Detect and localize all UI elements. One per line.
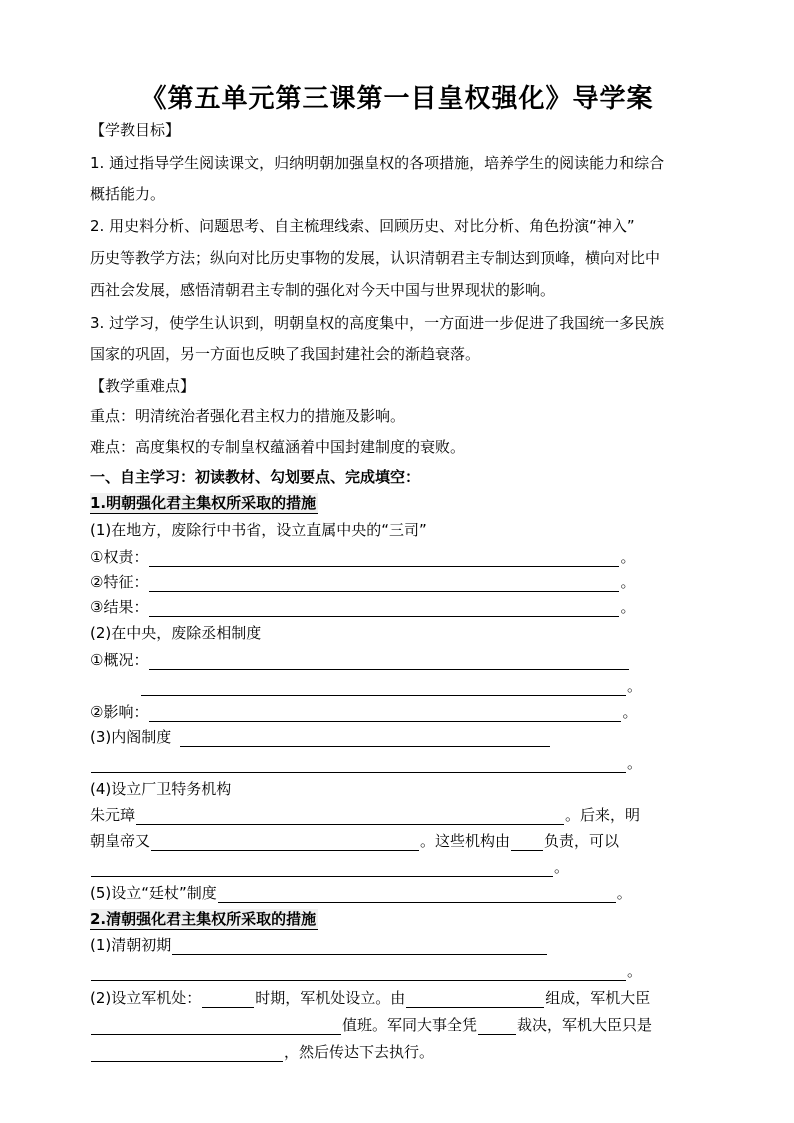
s1-2-a-row [90, 650, 630, 670]
blank-field[interactable] [511, 834, 543, 851]
blank-field[interactable] [91, 964, 626, 981]
goal-2-line-1: 2. 用史料分析、问题思考、自主梳理线索、回顾历史、对比分析、角色扮演“神入” [90, 217, 635, 235]
s2-2-a-row [90, 988, 650, 1008]
goals-heading: 【学教目标】 [90, 121, 181, 139]
s1-2-b-row [90, 702, 637, 722]
s1-5-label: (5)设立“廷杖”制度 [90, 884, 217, 902]
period: 。 [620, 573, 636, 591]
s2-2-a3: 组成，军机大臣 [545, 989, 651, 1007]
period: 。 [627, 962, 643, 980]
blank-field[interactable] [91, 756, 626, 773]
blank-field[interactable] [136, 808, 564, 825]
blank-field[interactable] [478, 1018, 516, 1035]
goal-3-line-1: 3. 过学习，使学生认识到，明朝皇权的高度集中，一方面进一步促进了我国统一多民族 [90, 314, 665, 332]
blank-field[interactable] [149, 653, 629, 670]
blank-field[interactable] [91, 1045, 283, 1062]
section-2-heading: 2.清朝强化君主集权所采取的措施 [90, 910, 317, 928]
s2-2-b-row [90, 1015, 652, 1035]
blank-field[interactable] [406, 991, 544, 1008]
s1-3-row-2 [90, 753, 642, 773]
blank-field[interactable] [202, 991, 254, 1008]
blank-field[interactable] [149, 550, 619, 567]
blank-field[interactable] [149, 600, 619, 617]
s1-1-a-row [90, 547, 635, 567]
goal-2-line-3: 西社会发展，感悟清朝君主专制的强化对今天中国与世界现状的影响。 [90, 281, 556, 299]
s2-2-c: ，然后传达下去执行。 [284, 1043, 435, 1061]
section-1-heading-row [90, 493, 318, 514]
s1-4-a-end: 。后来，明 [565, 806, 641, 824]
s1-1-c-row [90, 597, 635, 617]
s1-4-label: (4)设立厂卫特务机构 [90, 780, 232, 798]
difficult-point: 难点：高度集权的专制皇权蕴涵着中国封建制度的衰败。 [90, 438, 466, 456]
period: 。 [627, 754, 643, 772]
s1-3-label: (3)内阁制度 [90, 728, 172, 746]
s1-4-a-row [90, 805, 640, 825]
s1-1-a-label: ①权责： [90, 548, 149, 566]
blank-field[interactable] [91, 1018, 341, 1035]
s1-1-b-row [90, 572, 635, 592]
s2-2-c-row [90, 1042, 434, 1062]
s1-5-row [90, 883, 632, 903]
period: 。 [622, 703, 638, 721]
s2-1-row [90, 935, 548, 955]
period: 。 [554, 858, 570, 876]
blank-field[interactable] [180, 730, 550, 747]
s2-1-label: (1)清朝初期 [90, 936, 172, 954]
s1-4-c-row [90, 857, 569, 877]
s1-2-label: (2)在中央，废除丞相制度 [90, 624, 262, 642]
blank-field[interactable] [91, 860, 553, 877]
goal-1-line-2: 概括能力。 [90, 185, 166, 203]
s1-4-b-row [90, 831, 619, 851]
s1-2-a-label: ①概况： [90, 651, 149, 669]
blank-field[interactable] [149, 575, 619, 592]
s1-4-b-mid: 。这些机构由 [420, 832, 511, 850]
period: 。 [620, 598, 636, 616]
s1-3-row [90, 727, 551, 747]
key-point: 重点：明清统治者强化君主权力的措施及影响。 [90, 407, 406, 425]
section-1-heading: 1.明朝强化君主集权所采取的措施 [90, 494, 317, 512]
s1-4-b-end: 负责，可以 [544, 832, 620, 850]
s2-2-b: 值班。军同大事全凭 [342, 1016, 478, 1034]
period: 。 [620, 548, 636, 566]
blank-field[interactable] [151, 834, 419, 851]
period: 。 [616, 884, 632, 902]
keypoints-heading: 【教学重难点】 [90, 377, 196, 395]
s1-4-b-label: 朝皇帝又 [90, 832, 151, 850]
s1-1-b-label: ②特征： [90, 573, 149, 591]
blank-field[interactable] [141, 679, 626, 696]
s2-2-b2: 裁决，军机大臣只是 [517, 1016, 653, 1034]
s1-1-label: (1)在地方，废除行中书省，设立直属中央的“三司” [90, 521, 427, 539]
goal-1-line-1: 1. 通过指导学生阅读课文，归纳明朝加强皇权的各项措施，培养学生的阅读能力和综合 [90, 154, 665, 172]
page-title: 《第五单元第三课第一目皇权强化》导学案 [140, 84, 654, 114]
blank-field[interactable] [172, 938, 547, 955]
s2-2-a-label: (2)设立军机处： [90, 989, 202, 1007]
s2-2-a2: 时期，军机处设立。由 [255, 989, 406, 1007]
part-1-heading: 一、自主学习：初读教材、勾划要点、完成填空： [90, 468, 421, 486]
section-2-heading-row [90, 909, 318, 930]
s1-1-c-label: ③结果： [90, 598, 149, 616]
s1-2-a-row-2 [140, 676, 642, 696]
period: 。 [627, 677, 643, 695]
s1-4-a-label: 朱元璋 [90, 806, 136, 824]
goal-3-line-2: 国家的巩固，另一方面也反映了我国封建社会的渐趋衰落。 [90, 345, 481, 363]
s1-2-b-label: ②影响： [90, 703, 149, 721]
blank-field[interactable] [149, 705, 621, 722]
goal-2-line-2: 历史等教学方法；纵向对比历史事物的发展，认识清朝君主专制达到顶峰，横向对比中 [90, 249, 661, 267]
s2-1-row-2 [90, 961, 642, 981]
blank-field[interactable] [218, 886, 616, 903]
